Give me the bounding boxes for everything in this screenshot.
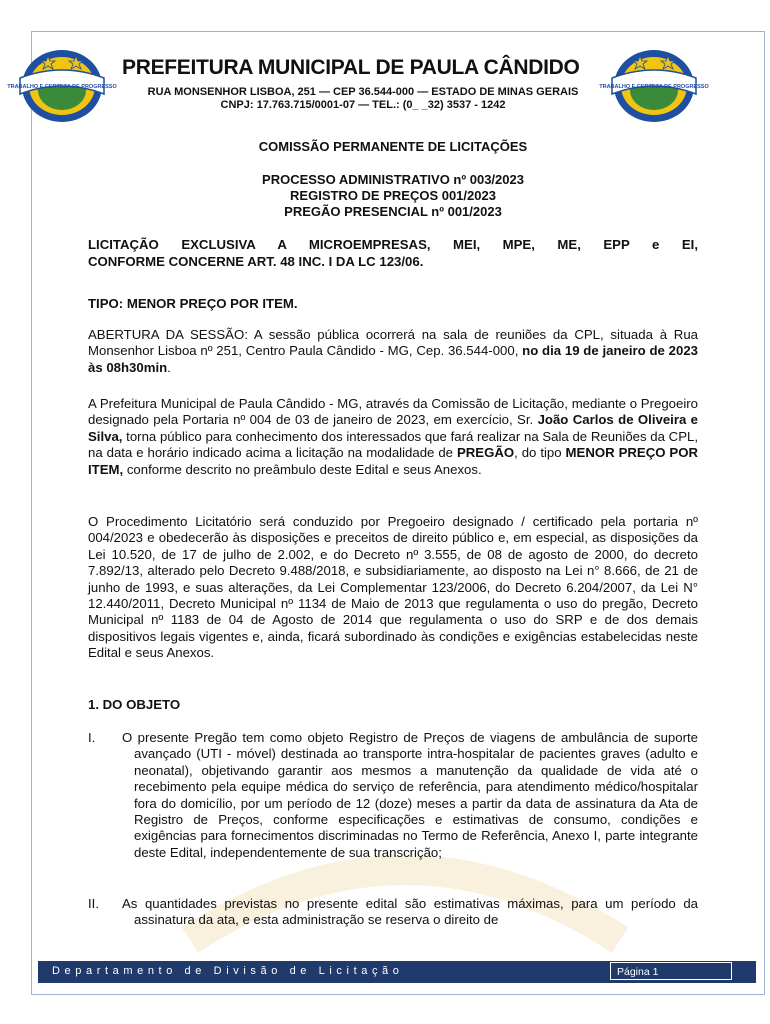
intro-paragraph [88, 396, 698, 478]
municipality-address: RUA MONSENHOR LISBOA, 251 — CEP 36.544-000 — ESTADO DE MINAS GERAIS [147, 86, 579, 98]
list-item [88, 730, 698, 861]
session-opening-text: ABERTURA DA SESSÃO: A sessão pública ocorrerá na sala de reuniões da CPL, situada à Rua Monsenhor Lisboa nº 251, Centro Paula Cândido - MG, Cep. 36.544-000, [88, 327, 698, 359]
procedure-paragraph: O Procedimento Licitatório será conduzido por Pregoeiro designado / certificado pela portaria nº 004/2023 e obedecerão às disposições e preceitos de direito público e, em especial, as disposições da Lei 10.520, de 17 de julho de 2.002, e do Decreto nº 3.555, de 08 de agosto de 2000, do decreto 7.892/13, alterado pelo Decreto 9.488/2018, e subsidiariamente, ao disposto na Lei n° 8.666, de 21 de junho de 1993, e suas alterações, da Lei Complementar 123/2006, do Decreto 6.204/2007, da Lei N° 12.440/2011, Decreto Municipal nº 1134 de Maio de 2013 que regulamenta o uso do pregão, Decreto Municipal nº 1183 de 04 de Agosto de 2014 que regulamenta o uso do SRP e de dos demais dispositivos legais vigentes e, ainda, ficará subordinado às condições e exigências estabelecidas neste Edital e seus Anexos. [88, 514, 698, 661]
auction-type-inline: MENOR PREÇO POR ITEM, [88, 445, 699, 477]
commission-heading: COMISSÃO PERMANENTE DE LICITAÇÕES [258, 139, 528, 154]
item-text: As quantidades previstas no presente edital são estimativas máximas, para um período da assinatura da ata, e esta administração se reserva o direito de [122, 896, 698, 928]
item-number: II. [88, 896, 99, 911]
auctioneer-name: João Carlos de Oliveira e Silva, [88, 412, 699, 444]
item-text: O presente Pregão tem como objeto Registro de Preços de viagens de ambulância de suporte avançado (UTI - móvel) destinada ao transporte intra-hospitalar de pacientes graves (adulto e neonatal), objetivando garantir aos mesmos a manutenção da qualidade de vida até o recebimento pela equipe médica do serviço de referência, para atendimento médico/hospitalar fora do domicílio, por um período de 12 (doze) meses a partir da data de assinatura da Ata de Registro de Preços, conforme especificações e estimativas de consumo, condições e exigências para fornecimentos discriminadas no Termo de Referência, Anexo I, parte integrante deste Edital, independentemente de sua transcrição; [122, 730, 698, 860]
section-1-title: 1. DO OBJETO [88, 697, 181, 712]
list-item [88, 896, 698, 929]
process-block [88, 172, 698, 220]
footer-department: Departamento de Divisão de Licitação [52, 965, 404, 977]
intro-text-3: , do tipo [514, 445, 566, 461]
session-opening-end: . [167, 359, 171, 375]
process-number: PROCESSO ADMINISTRATIVO nº 003/2023 [262, 172, 524, 187]
auction-number: PREGÃO PRESENCIAL nº 001/2023 [284, 204, 502, 219]
item-number: I. [88, 730, 96, 745]
municipal-seal-right [599, 40, 709, 124]
page-footer [38, 961, 756, 983]
exclusive-notice [88, 236, 698, 270]
intro-text-4: conforme descrito no preâmbulo deste Edital e seus Anexos. [123, 461, 482, 477]
footer-page-number: Página 1 [610, 962, 732, 980]
session-opening-paragraph [88, 327, 698, 376]
modality: PREGÃO [456, 445, 515, 461]
seal-motto-left: TRABALHO E CERTEZA DE PROGRESSO [7, 84, 117, 90]
municipality-title: PREFEITURA MUNICIPAL DE PAULA CÂNDIDO [122, 56, 580, 79]
municipal-seal-left [7, 40, 117, 124]
municipality-cnpj-phone: CNPJ: 17.763.715/0001-07 — TEL.: (0_ _32) 3537 - 1242 [220, 99, 506, 111]
intro-text-2: torna público para conhecimento dos interessados que fará realizar na Sala de Reuniões da CPL, na data e horário indicado acima a licitação na modalidade de [88, 428, 698, 461]
session-date: no dia 19 de janeiro de 2023 às 08h30min [88, 343, 698, 375]
seal-motto-right: TRABALHO E CERTEZA DE PROGRESSO [599, 84, 709, 90]
auction-type: TIPO: MENOR PREÇO POR ITEM. [88, 296, 298, 311]
exclusive-line-2: CONFORME CONCERNE ART. 48 INC. I DA LC 123/06. [88, 254, 424, 269]
exclusive-line-1: LICITAÇÃO EXCLUSIVA A MICROEMPRESAS, MEI, MPE, ME, EPP e EI, [88, 237, 698, 252]
price-registry-number: REGISTRO DE PREÇOS 001/2023 [290, 188, 496, 203]
intro-text-1: A Prefeitura Municipal de Paula Cândido - MG, através da Comissão de Licitação, mediante o Pregoeiro designado pela Portaria nº 004 de 03 de janeiro de 2023, em exercício, Sr. [88, 396, 698, 428]
